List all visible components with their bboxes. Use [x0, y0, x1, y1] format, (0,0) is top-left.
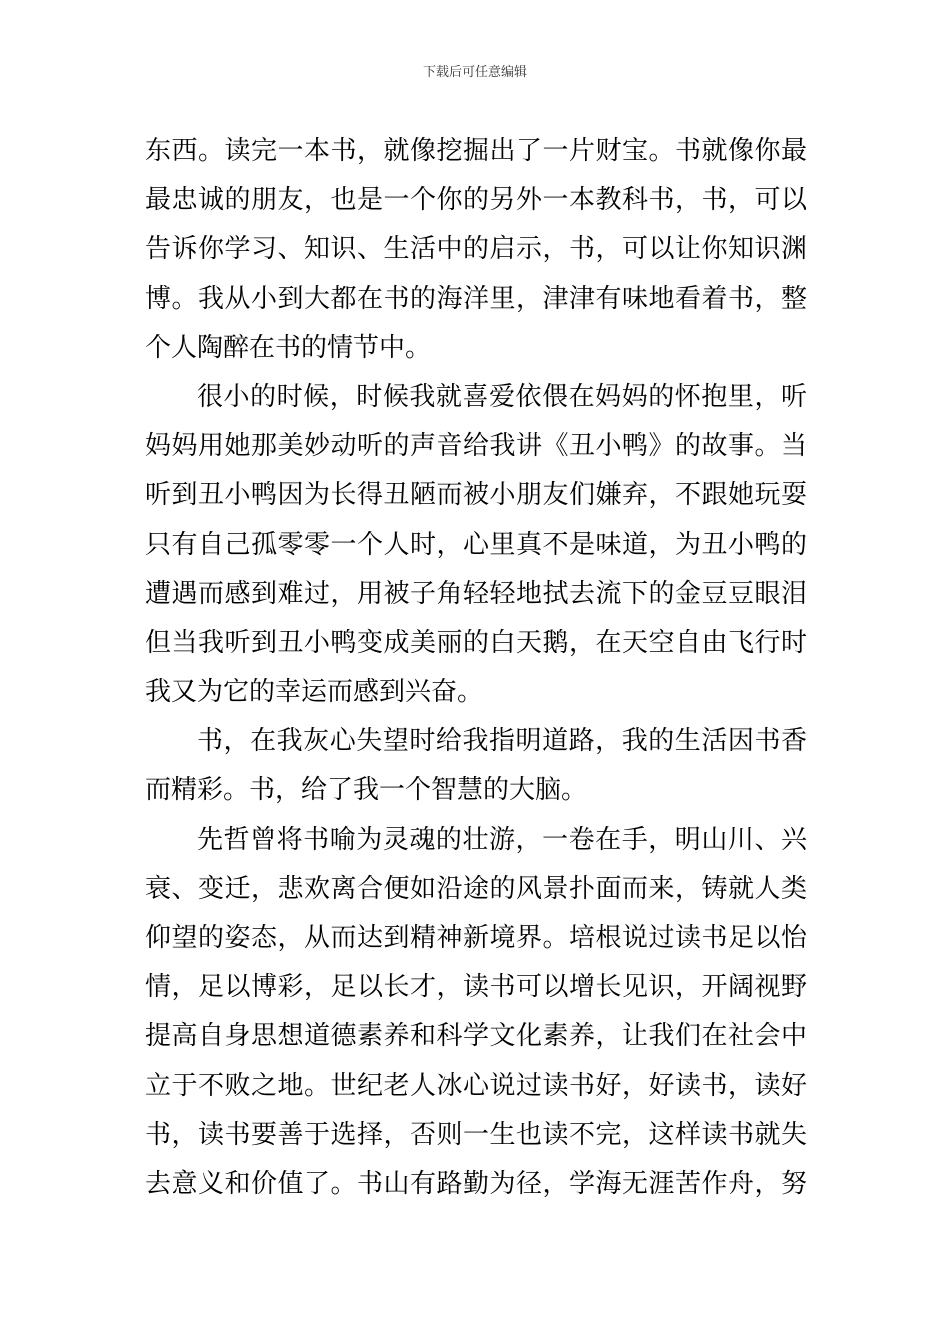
text-line: 个人陶醉在书的情节中。 — [145, 332, 432, 363]
text-line: 仰望的姿态，从而达到精神新境界。培根说过读书足以怡 — [145, 923, 807, 953]
text-line: 先哲曾将书喻为灵魂的壮游，一卷在手，明山川、兴 — [197, 824, 807, 855]
text-line: 提高自身思想道德素养和科学文化素养，让我们在社会中 — [145, 1021, 807, 1052]
text-line: 立于不败之地。世纪老人冰心说过读书好，好读书，读好 — [145, 1070, 807, 1101]
text-line: 最忠诚的朋友，也是一个你的另外一本教科书，书，可以 — [145, 185, 807, 216]
paragraph-4 — [145, 816, 807, 1210]
text-line: 遭遇而感到难过，用被子角轻轻地拭去流下的金豆豆眼泪 — [145, 578, 807, 609]
page-header: 下载后可任意编辑 — [422, 65, 527, 80]
text-line: 情，足以博彩，足以长才，读书可以增长见识，开阔视野 — [145, 972, 807, 1003]
text-line: 书，读书要善于选择，否则一生也读不完，这样读书就失 — [145, 1119, 807, 1150]
text-line: 很小的时候，时候我就喜爱依偎在妈妈的怀抱里，听 — [197, 381, 807, 412]
text-line: 妈妈用她那美妙动听的声音给我讲《丑小鸭》的故事。当 — [145, 431, 807, 462]
text-line: 书，在我灰心失望时给我指明道路，我的生活因书香 — [197, 726, 807, 757]
paragraph-1 — [145, 127, 807, 373]
text-line: 衰、变迁，悲欢离合便如沿途的风景扑面而来，铸就人类 — [145, 873, 807, 904]
paragraph-2 — [145, 373, 807, 717]
document-body — [145, 127, 807, 1209]
text-line: 听到丑小鸭因为长得丑陋而被小朋友们嫌弃，不跟她玩耍 — [145, 480, 807, 511]
text-line: 而精彩。书，给了我一个智慧的大脑。 — [145, 775, 588, 806]
text-line: 我又为它的幸运而感到兴奋。 — [145, 677, 484, 708]
text-line: 东西。读完一本书，就像挖掘出了一片财宝。书就像你最 — [145, 136, 807, 166]
paragraph-3 — [145, 717, 807, 815]
text-line: 博。我从小到大都在书的海洋里，津津有味地看着书，整 — [145, 283, 807, 314]
text-line: 只有自己孤零零一个人时，心里真不是味道，为丑小鸭的 — [145, 529, 807, 560]
text-line: 但当我听到丑小鸭变成美丽的白天鹅，在天空自由飞行时 — [145, 627, 807, 658]
text-line: 告诉你学习、知识、生活中的启示，书，可以让你知识渊 — [145, 234, 807, 265]
text-line: 去意义和价值了。书山有路勤为径，学海无涯苦作舟，努 — [145, 1168, 807, 1199]
